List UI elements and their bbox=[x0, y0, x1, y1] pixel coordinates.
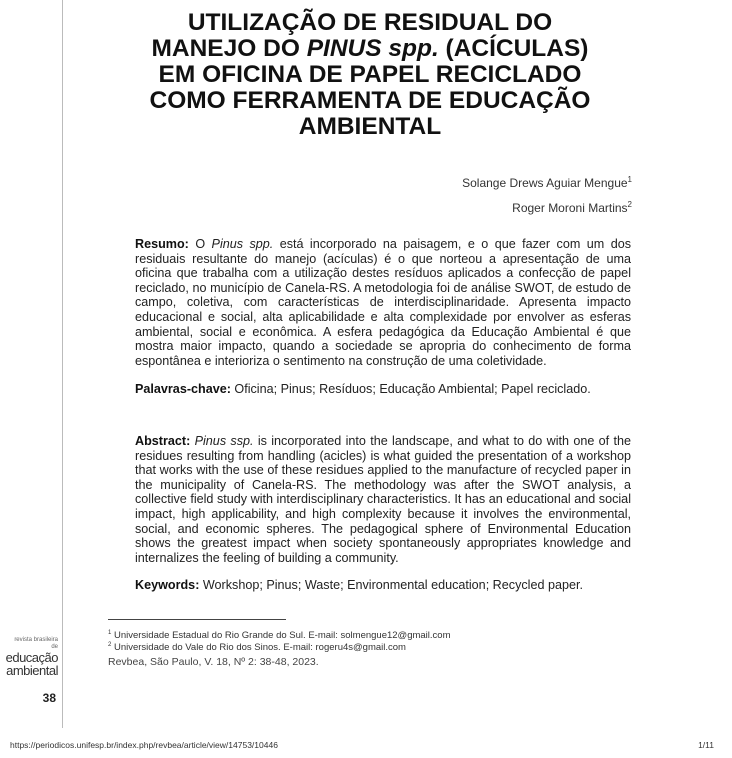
footnote-text: Universidade Estadual do Rio Grande do Sul. E-mail: solmengue12@gmail.com bbox=[111, 630, 451, 642]
title-line: UTILIZAÇÃO DE RESIDUAL DO bbox=[187, 9, 553, 36]
abstract bbox=[135, 434, 631, 565]
abstract-text: is incorporated into the landscape, and what to do with one of the residues resulting from handling (acicles) is what guided the presentation of a workshop that works with the use of these residues applied to the manufacture of recycled paper in the municipality of Canela-RS. The methodology was after the SWOT analysis, a collective field study with interdisciplinary characteristics. It has an educational and social impact, high applicability, and high complexity because it involves the environmental, social, and economic spheres. The pedagogical sphere of Environmental Education shows the greatest impact when society spontaneously appropriates knowledge and internalizes the feeling of building a community. bbox=[135, 434, 631, 565]
keywords-label: Keywords: bbox=[135, 578, 200, 592]
footnote-text: Universidade do Vale do Rio dos Sinos. E-mail: rogeru4s@gmail.com bbox=[111, 642, 406, 654]
page-count: 1/11 bbox=[698, 740, 714, 750]
title-text: MANEJO DO bbox=[151, 35, 307, 62]
logo-text: de bbox=[51, 644, 58, 650]
title-text: (ACÍCULAS) bbox=[438, 35, 589, 62]
author-name: Roger Moroni Martins bbox=[512, 201, 628, 215]
page-number: 38 bbox=[42, 691, 56, 705]
footnote bbox=[108, 642, 406, 653]
title-italic: PINUS spp. bbox=[306, 35, 439, 62]
logo-text: educação bbox=[5, 650, 58, 665]
author bbox=[462, 194, 632, 219]
palavras-chave-label: Palavras-chave: bbox=[135, 382, 231, 396]
palavras-chave-text: Oficina; Pinus; Resíduos; Educação Ambiental; Papel reciclado. bbox=[230, 382, 591, 396]
keywords bbox=[135, 578, 631, 593]
resumo-label: Resumo: bbox=[135, 237, 189, 251]
authors bbox=[462, 169, 632, 219]
palavras-chave bbox=[135, 382, 631, 397]
resumo-text: O bbox=[188, 237, 212, 251]
resumo-italic: Pinus spp. bbox=[211, 237, 274, 251]
footnote-sup: 2 bbox=[108, 642, 112, 648]
margin-rule bbox=[62, 0, 63, 728]
author-sup: 1 bbox=[627, 175, 632, 184]
logo-text: revista brasileira bbox=[14, 637, 58, 643]
article-title bbox=[100, 10, 640, 140]
abstract-label: Abstract: bbox=[135, 434, 191, 448]
abstract-italic: Pinus ssp. bbox=[190, 434, 254, 448]
footnote-divider bbox=[108, 619, 286, 620]
footnote-sup: 1 bbox=[108, 630, 112, 636]
logo-text: ambiental bbox=[6, 663, 58, 678]
journal-logo bbox=[4, 637, 58, 677]
title-line bbox=[100, 36, 640, 62]
author-name: Solange Drews Aguiar Mengue bbox=[462, 176, 628, 190]
author-sup: 2 bbox=[627, 200, 632, 209]
footer-url[interactable]: https://periodicos.unifesp.br/index.php/revbea/article/view/14753/10446 bbox=[10, 740, 278, 750]
footnote bbox=[108, 630, 451, 641]
title-line: COMO FERRAMENTA DE EDUCAÇÃO bbox=[149, 87, 591, 114]
title-line: AMBIENTAL bbox=[298, 113, 442, 140]
title-line: EM OFICINA DE PAPEL RECICLADO bbox=[158, 61, 582, 88]
resumo-text: está incorporado na paisagem, e o que fazer com um dos residuais resultante do manejo (acículas) é o que norteou a apresentação de uma oficina que trabalha com a utilização destes resíduos aplicados a confecção de papel reciclado, no município de Canela-RS. A metodologia foi de análise SWOT, de estudo de campo, coletiva, com características de interdisciplinaridade. Apresenta impacto educacional e social, alta aplicabilidade e alta complexidade por envolver as esferas ambiental, social e econômica. A esfera pedagógica da Educação Ambiental é que mostra maior impacto, quando a sociedade se apropria do conhecimento de forma espontânea e interioriza o sentimento na construção de uma coletividade. bbox=[135, 237, 631, 368]
author bbox=[462, 169, 632, 194]
resumo bbox=[135, 237, 631, 368]
citation: Revbea, São Paulo, V. 18, Nº 2: 38-48, 2023. bbox=[108, 656, 319, 668]
keywords-text: Workshop; Pinus; Waste; Environmental education; Recycled paper. bbox=[199, 578, 583, 592]
